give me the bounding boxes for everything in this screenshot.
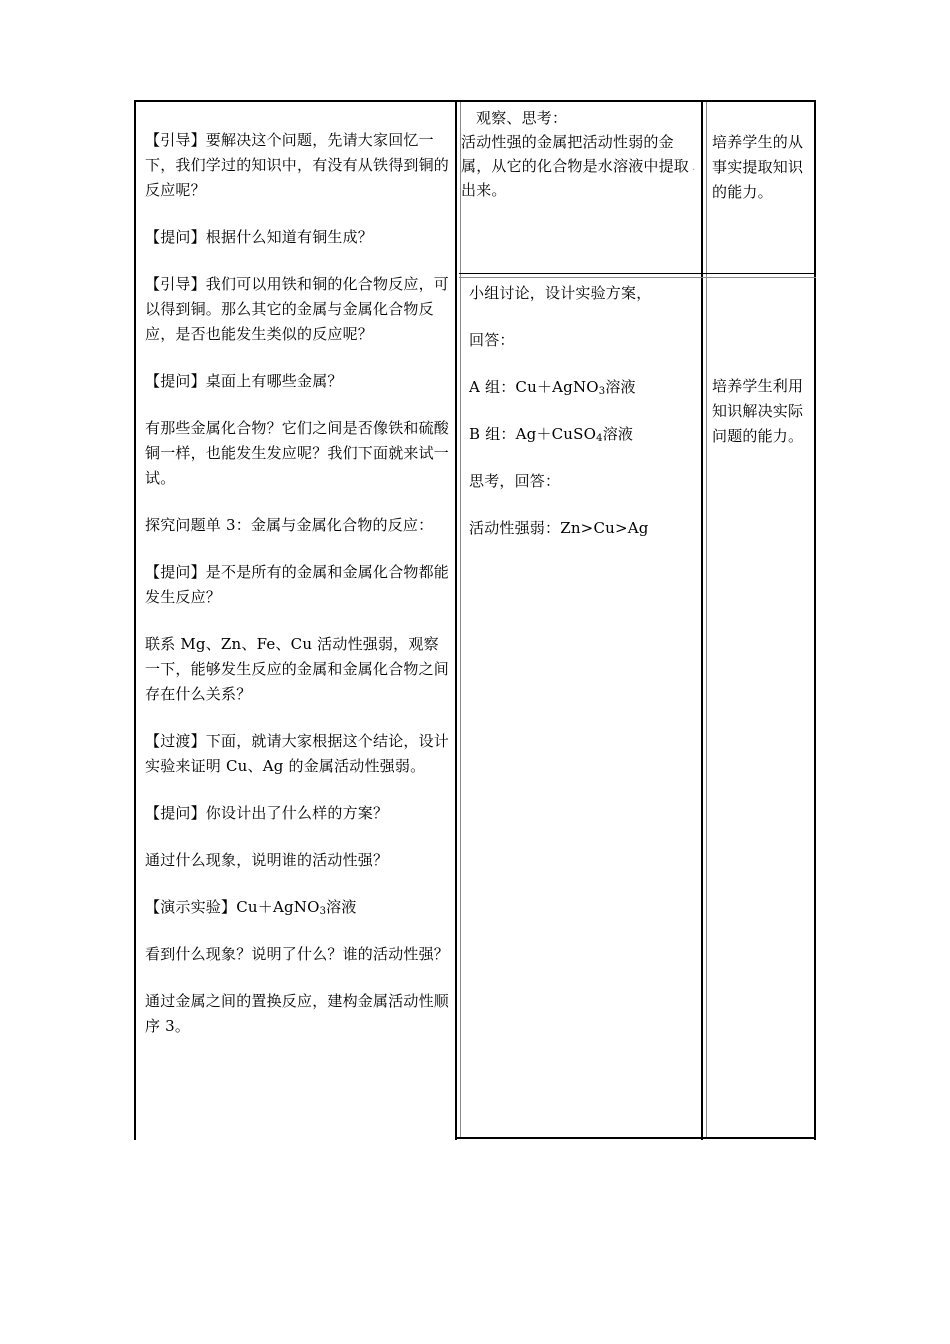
paragraph-question-4: 【提问】你设计出了什么样的方案？ (145, 804, 389, 822)
student-activity-bottom-cell (469, 281, 697, 563)
paragraph-guide-2: 【引导】我们可以用铁和铜的化合物反应，可以得到铜。那么其它的金属与金属化合物反应，是否也能发生类似的反应呢？ (145, 275, 450, 343)
group-a-suffix: 溶液 (605, 378, 636, 396)
design-intent-bottom-cell: 培养学生利用知识解决实际问题的能力。 (712, 377, 804, 445)
student-activity-top-cell (461, 106, 701, 202)
group-b-plan (469, 422, 697, 447)
paragraph-question-1: 【提问】根据什么知道有铜生成？ (145, 228, 374, 246)
col-divider-1-inner (460, 102, 461, 1138)
paragraph-demo (145, 895, 450, 920)
paragraph-guide-1: 【引导】要解决这个问题，先请大家回忆一下，我们学过的知识中，有没有从铁得到铜的反应呢？ (145, 131, 450, 199)
col-divider-2-inner (706, 102, 707, 1138)
paragraph-question-2: 【提问】桌面上有哪些金属？ (145, 372, 343, 390)
row-divider (459, 273, 816, 274)
right-border (814, 100, 816, 1140)
bottom-border-right (455, 1137, 816, 1139)
demo-prefix: 【演示实验】Cu＋AgNO (145, 898, 320, 916)
observe-text-body: 活动性强的金属把活动性弱的金属，从它的化合物是水溶液中提取出来。 (461, 133, 690, 199)
group-b-subscript: 4 (596, 433, 603, 444)
answer-label: 回答： (469, 331, 515, 349)
stray-dot: . (692, 162, 696, 173)
row-divider-inner (459, 277, 816, 278)
left-border (134, 100, 136, 1140)
observe-text (461, 130, 701, 202)
group-b-suffix: 溶液 (602, 425, 634, 443)
group-a-subscript: 3 (598, 386, 606, 397)
group-a-plan (469, 375, 697, 400)
teacher-activity-cell (145, 128, 450, 1039)
observe-heading: 观察、思考： (476, 109, 568, 127)
paragraph-inquiry: 探究问题单 3：金属与金属化合物的反应： (145, 516, 434, 534)
design-intent-top-cell: 培养学生的从事实提取知识的能力。 (712, 133, 804, 201)
paragraph-transition: 【过渡】下面，就请大家根据这个结论，设计实验来证明 Cu、Ag 的金属活动性强弱。 (145, 732, 450, 775)
group-b-prefix: B 组：Ag＋CuSO (469, 425, 597, 443)
activity-order: 活动性强弱：Zn>Cu>Ag (469, 519, 649, 537)
group-a-prefix: A 组：Cu＋AgNO (469, 378, 599, 396)
demo-subscript: 3 (319, 906, 327, 917)
col-divider-1 (455, 100, 457, 1140)
paragraph-question-3: 【提问】是不是所有的金属和金属化合物都能发生反应？ (145, 563, 450, 606)
paragraph-phenomenon: 通过什么现象，说明谁的活动性强？ (145, 851, 389, 869)
group-discussion: 小组讨论，设计实验方案， (469, 284, 652, 302)
paragraph-relation: 联系 Mg、Zn、Fe、Cu 活动性强弱，观察一下，能够发生反应的金属和金属化合物之间存在什么关系？ (145, 635, 450, 703)
col-divider-2 (701, 100, 703, 1140)
paragraph-compounds: 有那些金属化合物？它们之间是否像铁和硫酸铜一样，也能发生发应呢？我们下面就来试一试。 (145, 419, 450, 487)
paragraph-observe: 看到什么现象？说明了什么？谁的活动性强？ (145, 945, 450, 963)
think-answer: 思考，回答： (469, 472, 561, 490)
demo-suffix: 溶液 (326, 898, 357, 916)
paragraph-conclusion: 通过金属之间的置换反应，建构金属活动性顺序 3。 (145, 992, 450, 1035)
top-border (134, 100, 816, 102)
